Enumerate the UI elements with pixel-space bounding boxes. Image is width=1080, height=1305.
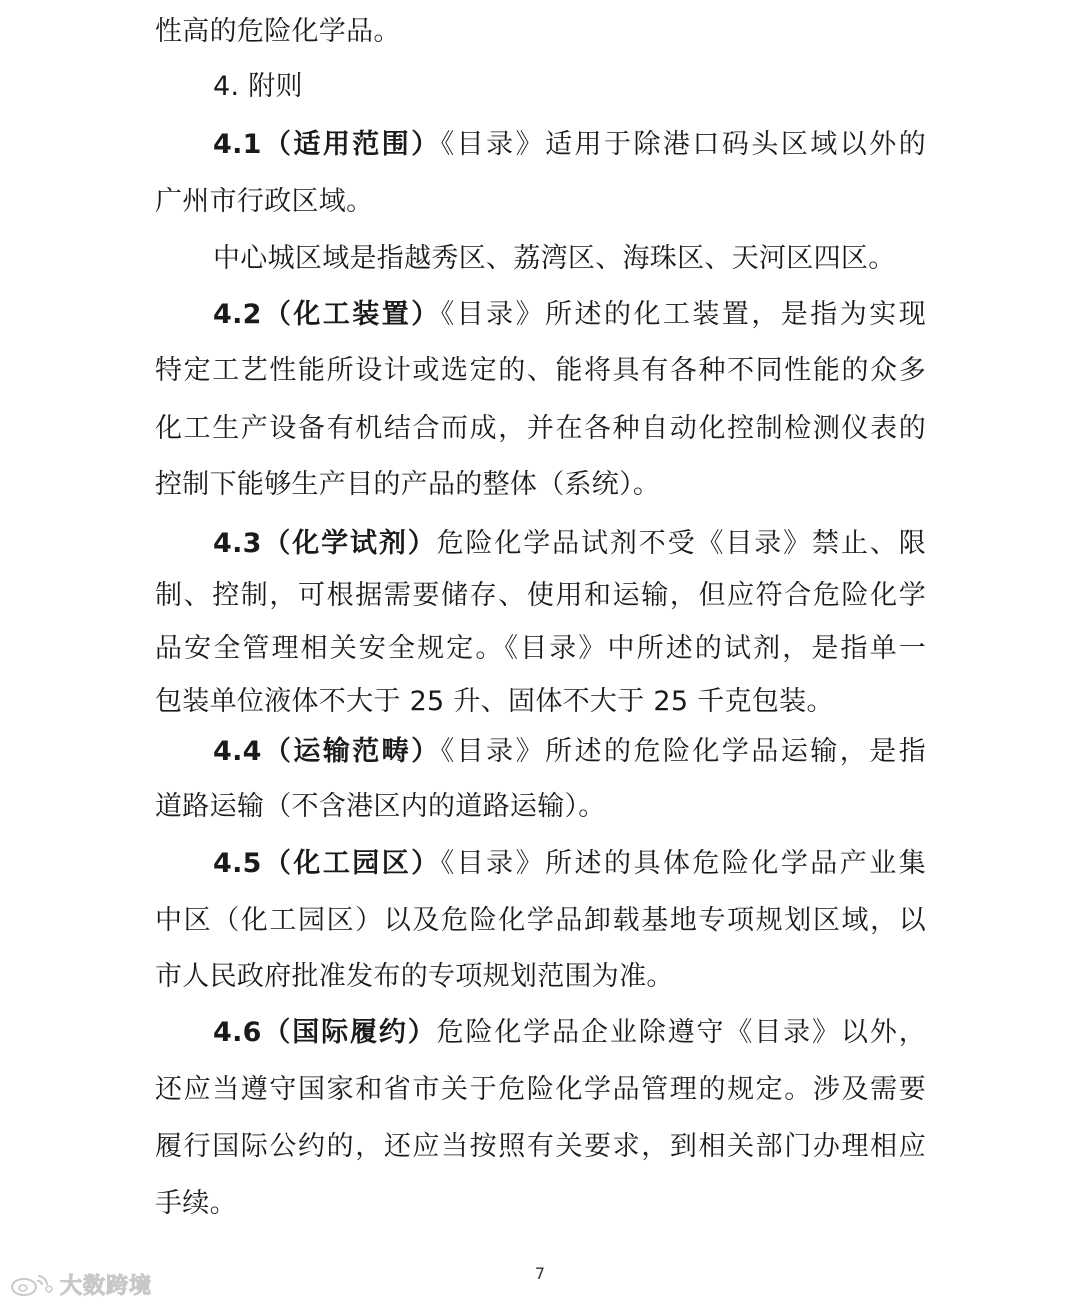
clause-heading: 4.4（运输范畴）: [213, 736, 441, 767]
clause-text: 《目录》所述的化工装置，是指为实现: [440, 299, 927, 330]
text-line: 包装单位液体不大于 25 升、固体不大于 25 千克包装。: [155, 686, 834, 717]
clause-4-1-line: [213, 125, 926, 165]
text-line: 道路运输（不含港区内的道路运输）。: [155, 791, 606, 822]
clause-text: 《目录》所述的危险化学品运输，是指: [440, 736, 927, 767]
text-line: 制、控制，可根据需要储存、使用和运输，但应符合危险化学: [155, 580, 926, 611]
text-line: 履行国际公约的，还应当按照有关要求，到相关部门办理相应: [155, 1131, 926, 1162]
text-line: 控制下能够生产目的产品的整体（系统）。: [155, 469, 661, 500]
text-line: 化工生产设备有机结合而成，并在各种自动化控制检测仪表的: [155, 413, 926, 444]
text-line: 中心城区域是指越秀区、荔湾区、海珠区、天河区四区。: [213, 243, 896, 274]
text-line: 手续。: [155, 1188, 237, 1219]
weibo-logo-icon: [10, 1272, 54, 1296]
text-line: 广州市行政区域。: [155, 186, 374, 217]
text-line: 市人民政府批准发布的专项规划范围为准。: [155, 961, 674, 992]
watermark: [10, 1270, 152, 1298]
clause-heading: 4.1（适用范围）: [213, 129, 441, 160]
text-line: 品安全管理相关安全规定。《目录》中所述的试剂，是指单一: [155, 633, 926, 664]
clause-text: 危险化学品企业除遵守《目录》以外，: [436, 1017, 927, 1048]
clause-4-5-line: [213, 844, 926, 884]
clause-heading: 4.2（化工装置）: [213, 299, 441, 330]
clause-heading: 4.3（化学试剂）: [213, 528, 437, 559]
section-heading-appendix: 4. 附则: [213, 71, 303, 102]
clause-4-3-line: [213, 524, 926, 564]
clause-4-2-line: [213, 295, 926, 335]
watermark-text: 大数跨境: [60, 1273, 153, 1299]
text-line: 特定工艺性能所设计或选定的、能将具有各种不同性能的众多: [155, 355, 926, 386]
clause-heading: 4.6（国际履约）: [213, 1017, 437, 1048]
text-line: 中区（化工园区）以及危险化学品卸载基地专项规划区域，以: [155, 905, 926, 936]
clause-4-6-line: [213, 1013, 926, 1053]
clause-heading: 4.5（化工园区）: [213, 848, 441, 879]
clause-text: 危险化学品试剂不受《目录》禁止、限: [436, 528, 927, 559]
text-line: 性高的危险化学品。: [155, 16, 401, 47]
clause-text: 《目录》所述的具体危险化学品产业集: [440, 848, 927, 879]
page-number: 7: [534, 1264, 546, 1283]
clause-4-4-line: [213, 732, 926, 772]
clause-text: 《目录》适用于除港口码头区域以外的: [440, 129, 927, 160]
text-line: 还应当遵守国家和省市关于危险化学品管理的规定。涉及需要: [155, 1074, 926, 1105]
